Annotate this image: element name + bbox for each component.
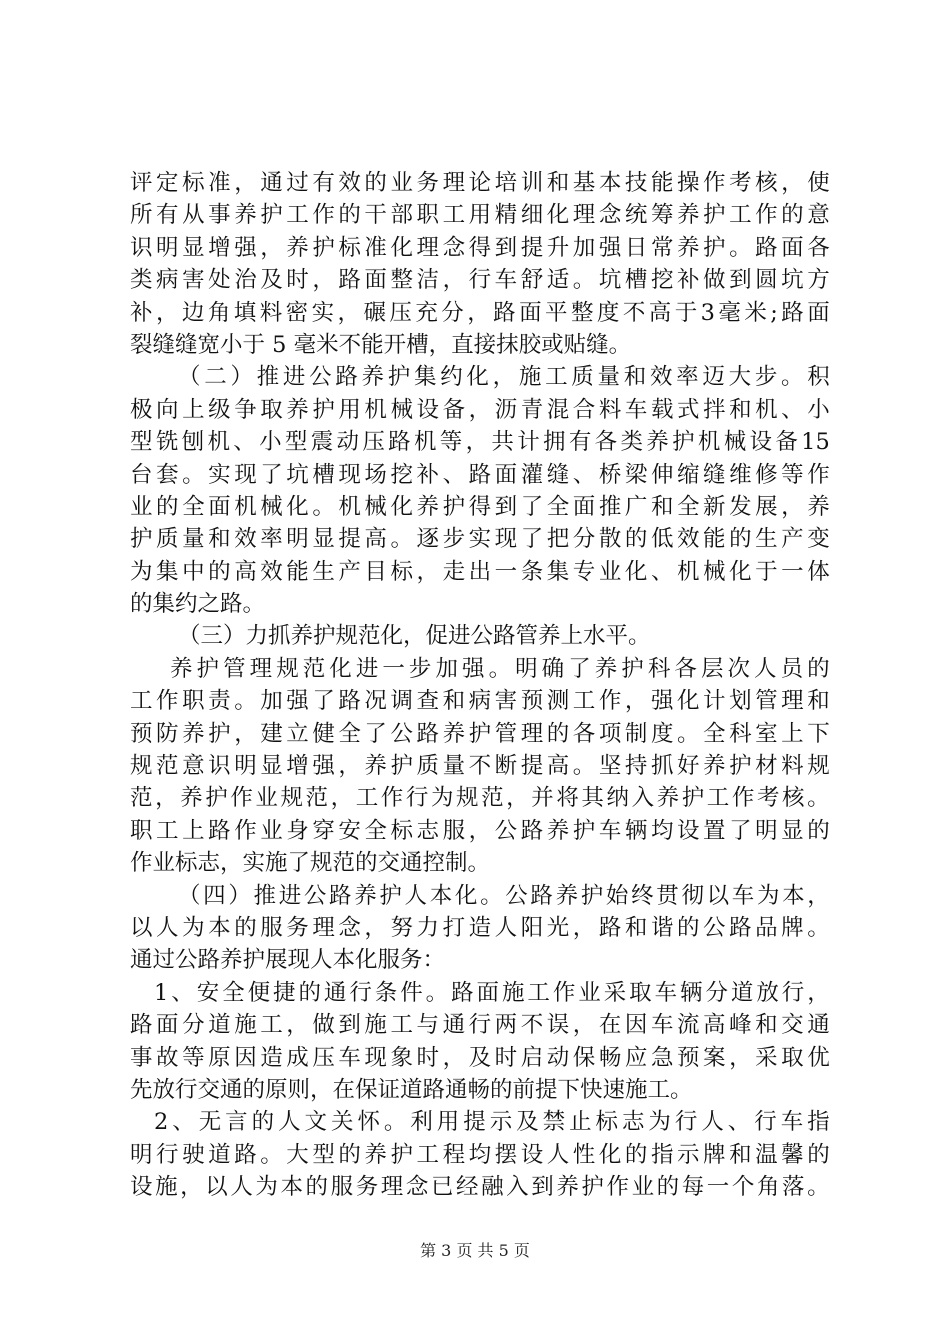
text-line: 台 套 。 实 现 了 坑 槽 现 场 挖 补 、 路 面 灌 缝 、 桥 梁 伸 缩 缝 维 修 等 作 (130, 461, 830, 488)
text-line: 设 施 ， 以 人 为 本 的 服 务 理 念 已 经 融 入 到 养 护 作 业 的 每 一 个 角 落 。 (130, 1174, 830, 1201)
text-line: 裂缝缝宽小于 5 毫米不能开槽，直接抹胶或贴缝。 (130, 331, 632, 358)
text-line: 先放行交通的原则，在保证道路通畅的前提下快速施工。 (130, 1076, 693, 1103)
text-line: 预 防 养 护 ， 建 立 健 全 了 公 路 养 护 管 理 的 各 项 制 度 。 全 科 室 上 下 (130, 720, 830, 747)
text-line: 评 定 标 准 ， 通 过 有 效 的 业 务 理 论 培 训 和 基 本 技 能 操 作 考 核 ， 使 (130, 170, 830, 196)
text-line: 业 的 全 面 机 械 化 。 机 械 化 养 护 得 到 了 全 面 推 广 和 全 新 发 展 ， 养 (130, 493, 830, 520)
text-line: 识 明 显 增 强 ， 养 护 标 准 化 理 念 得 到 提 升 加 强 日 常 养 护 。 路 面 各 (130, 234, 830, 261)
text-line: 作业标志，实施了规范的交通控制。 (130, 850, 491, 877)
text-line: 类 病 害 处 治 及 时 ， 路 面 整 洁 ， 行 车 舒 适 。 坑 槽 挖 补 做 到 圆 坑 方 (130, 267, 830, 294)
text-line: （ 二 ） 推 进 公 路 养 护 集 约 化 ， 施 工 质 量 和 效 率 迈 大 步 。 积 (178, 364, 830, 391)
text-line: 2 、 无 言 的 人 文 关 怀 。 利 用 提 示 及 禁 止 标 志 为 行 人 、 行 车 指 (154, 1109, 830, 1136)
text-line: 事 故 等 原 因 造 成 压 车 现 象 时 ， 及 时 启 动 保 畅 应 急 预 案 ， 采 取 优 (130, 1044, 830, 1071)
text-line: 为 集 中 的 高 效 能 生 产 目 标 ， 走 出 一 条 集 专 业 化 、 机 械 化 于 一 体 (130, 558, 830, 585)
text-line: 1 、 安 全 便 捷 的 通 行 条 件 。 路 面 施 工 作 业 采 取 车 辆 分 道 放 行 ， (154, 979, 830, 1006)
text-line: 养 护 管 理 规 范 化 进 一 步 加 强 。 明 确 了 养 护 科 各 层 次 人 员 的 (170, 655, 830, 682)
text-line: 型 铣 刨 机 、 小 型 震 动 压 路 机 等 ， 共 计 拥 有 各 类 养 护 机 械 设 备 15 (130, 429, 830, 456)
text-line: 明 行 驶 道 路 。 大 型 的 养 护 工 程 均 摆 设 人 性 化 的 指 示 牌 和 温 馨 的 (130, 1141, 830, 1168)
text-line: 以 人 为 本 的 服 务 理 念 ， 努 力 打 造 人 阳 光 ， 路 和 谐 的 公 路 品 牌 。 (130, 914, 830, 941)
text-line: 护 质 量 和 效 率 明 显 提 高 。 逐 步 实 现 了 把 分 散 的 低 效 能 的 生 产 变 (130, 526, 830, 553)
text-line: 通过公路养护展现人本化服务： (130, 947, 446, 974)
text-line: 所 有 从 事 养 护 工 作 的 干 部 职 工 用 精 细 化 理 念 统 筹 养 护 工 作 的 意 (130, 202, 830, 229)
text-line: 职 工 上 路 作 业 身 穿 安 全 标 志 服 ， 公 路 养 护 车 辆 均 设 置 了 明 显 的 (130, 817, 830, 844)
text-line: （三）力抓养护规范化，促进公路管养上水平。 (178, 623, 651, 650)
text-line: 规 范 意 识 明 显 增 强 ， 养 护 质 量 不 断 提 高 。 坚 持 抓 好 养 护 材 料 规 (130, 753, 830, 780)
text-line: 范 ， 养 护 作 业 规 范 ， 工 作 行 为 规 范 ， 并 将 其 纳 入 养 护 工 作 考 核 。 (130, 785, 830, 812)
text-line: （ 四 ） 推 进 公 路 养 护 人 本 化 。 公 路 养 护 始 终 贯 彻 以 车 为 本 ， (178, 882, 830, 909)
text-line: 补 ， 边 角 填 料 密 实 ， 碾 压 充 分 ， 路 面 平 整 度 不 高 于 3 毫 米 ; 路 面 (130, 299, 830, 326)
text-line: 的集约之路。 (130, 591, 266, 618)
page-footer: 第 3 页 共 5 页 (420, 1241, 530, 1260)
text-line: 极 向 上 级 争 取 养 护 用 机 械 设 备 ， 沥 青 混 合 料 车 载 式 拌 和 机 、 小 (130, 396, 830, 423)
text-line: 路 面 分 道 施 工 ， 做 到 施 工 与 通 行 两 不 误 ， 在 因 车 流 高 峰 和 交 通 (130, 1012, 830, 1039)
text-line: 工 作 职 责 。 加 强 了 路 况 调 查 和 病 害 预 测 工 作 ， 强 化 计 划 管 理 和 (130, 688, 830, 715)
document-body (130, 167, 830, 1204)
